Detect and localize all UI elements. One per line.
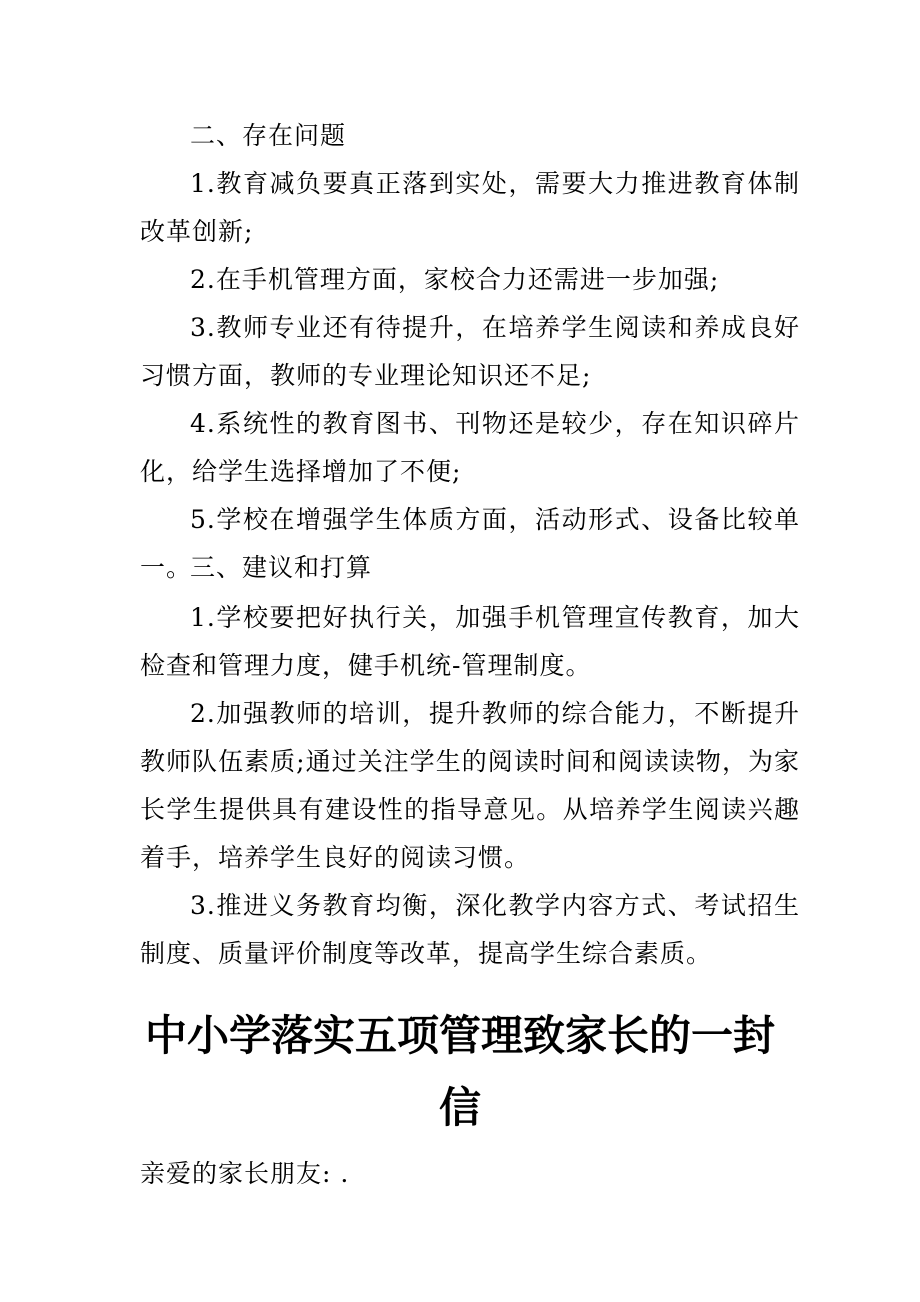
suggestion-item-2: 2.加强教师的培训，提升教师的综合能力，不断提升教师队伍素质;通过关注学生的阅读时间和阅读读物，为家长学生提供具有建设性的指导意见。从培养学生阅读兴趣着手，培养学生良好的阅读习惯。: [140, 699, 800, 872]
problem-item-3: 3.教师专业还有待提升，在培养学生阅读和养成良好习惯方面，教师的专业理论知识还不足;: [140, 313, 800, 390]
section-heading-problems: 二、存在问题: [190, 121, 347, 150]
letter-title: 中小学落实五项管理致家长的一封信: [144, 1011, 775, 1132]
problem-item-2: 2.在手机管理方面，家校合力还需进一步加强;: [190, 265, 720, 294]
problem-item-1: 1.教育减负要真正落到实处，需要大力推进教育体制改革创新;: [140, 169, 800, 246]
letter-salutation: 亲爱的家长朋友: .: [140, 1159, 350, 1188]
suggestion-item-1: 1.学校要把好执行关，加强手机管理宣传教育，加大检查和管理力度，健手机统-管理制度。: [140, 603, 800, 680]
suggestion-item-3: 3.推进义务教育均衡，深化教学内容方式、考试招生制度、质量评价制度等改革，提高学生综合素质。: [140, 891, 800, 968]
section-heading-suggestions: 三、建议和打算: [190, 553, 373, 582]
problem-item-5: 5.学校在增强学生体质方面，活动形式、设备比较单一。: [140, 505, 800, 582]
problem-item-4: 4.系统性的教育图书、刊物还是较少，存在知识碎片化，给学生选择增加了不便;: [140, 409, 800, 486]
